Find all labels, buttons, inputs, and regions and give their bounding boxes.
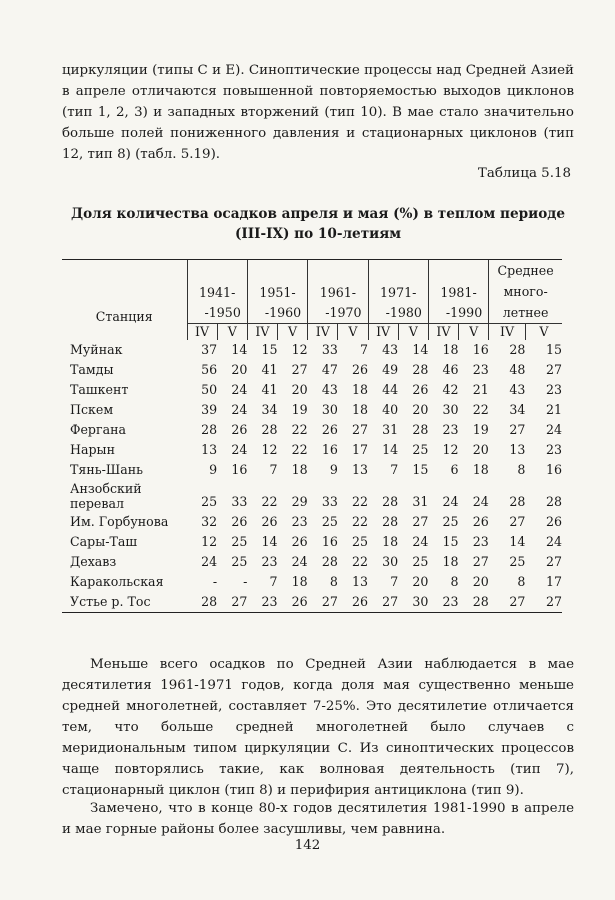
table-cell: -	[212, 574, 218, 589]
station-name: Тамды	[70, 362, 114, 377]
period-start: 1961-	[319, 285, 357, 300]
period-header	[247, 260, 307, 324]
table-cell: 28	[382, 494, 399, 509]
table-cell: 42	[442, 382, 459, 397]
table-cell: 28	[187, 592, 217, 613]
station-name: Устье р. Тос	[62, 592, 187, 613]
table-cell: 18	[442, 554, 459, 569]
table-cell: 28	[509, 494, 526, 509]
table-cell: 26	[472, 514, 489, 529]
table-cell: 28	[321, 554, 338, 569]
table-cell: 27	[545, 362, 562, 377]
body-paragraph: Замечено, что в конце 80-х годов десятилетия 1981-1990 в апреле и мае горные районы более засушливы, чем равнина.	[62, 801, 574, 837]
station-name: Им. Горбунова	[70, 514, 169, 529]
table-cell: 27	[489, 592, 526, 613]
table-cell: 24	[545, 422, 562, 437]
table-cell: 24	[231, 402, 248, 417]
table-cell: 14	[261, 534, 278, 549]
table-body	[62, 340, 562, 613]
month-v: V	[525, 324, 562, 341]
month-iv: IV	[187, 324, 217, 341]
table-cell: 24	[545, 534, 562, 549]
station-name: Пскем	[70, 402, 114, 417]
table-cell: 26	[261, 514, 278, 529]
station-name-line: перевал	[70, 496, 124, 511]
table-cell: 26	[412, 382, 429, 397]
table-cell: 7	[390, 574, 399, 589]
table-row	[62, 460, 562, 480]
table-cell: 20	[412, 402, 429, 417]
table-cell: 43	[321, 382, 338, 397]
period-start: 1941-	[199, 285, 236, 300]
table-cell: 12	[201, 534, 218, 549]
table-cell: 26	[321, 422, 338, 437]
table-cell: 17	[545, 574, 562, 589]
table-cell: 26	[291, 534, 308, 549]
page-number: 142	[294, 838, 321, 853]
table-cell: 25	[231, 534, 248, 549]
table-cell: 25	[442, 514, 459, 529]
table-cell: 18	[291, 574, 308, 589]
table-cell: 24	[412, 534, 429, 549]
table-cell: 48	[509, 362, 526, 377]
period-start: 1951-	[259, 285, 296, 300]
period-end: -1970	[325, 305, 362, 320]
month-header-row	[62, 324, 562, 341]
table-cell: 16	[231, 462, 248, 477]
period-start: 1981-	[440, 285, 477, 300]
table-cell: 17	[352, 442, 369, 457]
table-row	[62, 552, 562, 572]
table-cell: 9	[329, 462, 338, 477]
table-cell: 25	[231, 554, 248, 569]
table-cell: 7	[360, 342, 369, 357]
table-cell: 13	[509, 442, 526, 457]
table-row	[62, 480, 562, 512]
table-cell: 25	[412, 554, 429, 569]
table-cell: 21	[472, 382, 489, 397]
table-cell: 23	[472, 534, 489, 549]
month-v: V	[278, 324, 308, 341]
table-cell: 34	[261, 402, 278, 417]
table-cell: 43	[509, 382, 526, 397]
table-cell: 26	[338, 592, 368, 613]
table-cell: 18	[291, 462, 308, 477]
body-paragraph: Меньше всего осадков по Средней Азии наблюдается в мае десятилетия 1961-1971 годов, когда доля мая существенно меньше средней многолетней, составляет 7-25%. Это десятилетие отличается тем, что больше средней многолетней было случаев с меридиональным типом циркуляции С. Из синоптических процессов чаще повторялись такие, как волновая деятельность (тип 7), стационарный циклон (тип 8) и перифирия антициклона (тип 9).	[62, 657, 574, 798]
table-cell: 25	[352, 534, 369, 549]
table-row	[62, 440, 562, 460]
table-cell: 22	[352, 494, 369, 509]
table-cell: 31	[382, 422, 399, 437]
table-cell: 28	[201, 422, 218, 437]
station-name-line: Анзобский	[70, 481, 142, 496]
table-row	[62, 380, 562, 400]
table-cell: 33	[321, 494, 338, 509]
table-cell: 32	[201, 514, 218, 529]
table-cell: 8	[450, 574, 459, 589]
table-cell: 18	[352, 382, 369, 397]
table-cell: 15	[261, 342, 278, 357]
table-cell: 22	[261, 494, 278, 509]
table-cell: 23	[545, 442, 562, 457]
month-iv: IV	[489, 324, 526, 341]
table-cell: 25	[201, 494, 218, 509]
table-cell: 24	[472, 494, 489, 509]
month-iv: IV	[428, 324, 458, 341]
table-cell: 14	[412, 342, 429, 357]
table-row	[62, 420, 562, 440]
table-cell: 22	[472, 402, 489, 417]
table-cell: 40	[382, 402, 399, 417]
table-cell: 13	[201, 442, 218, 457]
table-cell: 24	[201, 554, 218, 569]
table-cell: 44	[382, 382, 399, 397]
table-cell: 28	[382, 514, 399, 529]
month-v: V	[338, 324, 368, 341]
table-cell: 14	[509, 534, 526, 549]
table-cell: 12	[261, 442, 278, 457]
table-cell: 27	[291, 362, 308, 377]
month-iv: IV	[308, 324, 338, 341]
period-header	[428, 260, 488, 324]
station-name: Сары-Таш	[70, 534, 138, 549]
table-cell: 26	[278, 592, 308, 613]
table-cell: 16	[321, 534, 338, 549]
table-cell: 23	[428, 592, 458, 613]
month-v: V	[217, 324, 247, 341]
table-cell: 37	[201, 342, 218, 357]
table-cell: 8	[517, 574, 526, 589]
period-header	[187, 260, 247, 324]
table-cell: 47	[321, 362, 338, 377]
table-cell: -	[243, 574, 248, 589]
table-cell: 27	[509, 514, 526, 529]
table-cell: 24	[291, 554, 308, 569]
table-row	[62, 572, 562, 592]
table-cell: 12	[442, 442, 459, 457]
mean-header-line: Среднее	[497, 263, 554, 278]
table-cell: 27	[217, 592, 247, 613]
table-row	[62, 360, 562, 380]
table-cell: 21	[545, 402, 562, 417]
table-cell: 27	[368, 592, 398, 613]
station-name: Дехавз	[70, 554, 117, 569]
month-v: V	[398, 324, 428, 341]
table-cell: 28	[509, 342, 526, 357]
table-cell: 9	[209, 462, 218, 477]
table-cell: 23	[291, 514, 308, 529]
table-cell: 41	[261, 382, 278, 397]
station-header-spacer	[62, 324, 187, 341]
table-cell: 33	[231, 494, 248, 509]
table-cell: 27	[545, 554, 562, 569]
table-cell: 13	[352, 574, 369, 589]
table-cell: 25	[509, 554, 526, 569]
station-name: Муйнак	[70, 342, 123, 357]
table-cell: 28	[261, 422, 278, 437]
table-cell: 18	[352, 402, 369, 417]
table-cell: 14	[382, 442, 399, 457]
month-iv: IV	[368, 324, 398, 341]
table-cell: 30	[382, 554, 399, 569]
table-cell: 23	[472, 362, 489, 377]
table-row	[62, 532, 562, 552]
station-name: Фергана	[70, 422, 126, 437]
period-end: -1950	[204, 305, 241, 320]
table-cell: 27	[525, 592, 562, 613]
table-cell: 7	[390, 462, 399, 477]
station-name	[62, 480, 187, 512]
table-cell: 22	[291, 422, 308, 437]
table-cell: 26	[352, 362, 369, 377]
table-cell: 26	[545, 514, 562, 529]
table-cell: 15	[412, 462, 429, 477]
table-row	[62, 340, 562, 360]
table-cell: 33	[321, 342, 338, 357]
table-cell: 26	[231, 422, 248, 437]
table-row	[62, 512, 562, 532]
table-cell: 50	[201, 382, 218, 397]
mean-header	[489, 260, 562, 324]
table-cell: 30	[442, 402, 459, 417]
table-cell: 22	[352, 554, 369, 569]
table-cell: 15	[442, 534, 459, 549]
station-name: Нарын	[70, 442, 115, 457]
table-cell: 56	[201, 362, 218, 377]
table-cell: 49	[382, 362, 399, 377]
table-cell: 27	[509, 422, 526, 437]
table-cell: 30	[321, 402, 338, 417]
table-cell: 27	[308, 592, 338, 613]
period-header	[308, 260, 368, 324]
period-start: 1971-	[380, 285, 417, 300]
table-cell: 13	[352, 462, 369, 477]
table-cell: 8	[329, 574, 338, 589]
table-cell: 23	[545, 382, 562, 397]
table-cell: 8	[517, 462, 526, 477]
table-cell: 25	[412, 442, 429, 457]
table-cell: 24	[231, 442, 248, 457]
table-cell: 20	[472, 442, 489, 457]
table-cell: 39	[201, 402, 218, 417]
table-cell: 7	[269, 462, 278, 477]
table-cell: 29	[291, 494, 308, 509]
table-cell: 27	[472, 554, 489, 569]
precipitation-table	[62, 259, 562, 613]
table-title: Доля количества осадков апреля и мая (%) в теплом периоде (III-IX) по 10-летиям	[71, 206, 565, 242]
month-v: V	[459, 324, 489, 341]
table-cell: 7	[269, 574, 278, 589]
table-cell: 24	[231, 382, 248, 397]
table-header-row	[62, 260, 562, 324]
table-cell: 22	[291, 442, 308, 457]
table-cell: 16	[321, 442, 338, 457]
period-end: -1980	[385, 305, 422, 320]
table-cell: 19	[472, 422, 489, 437]
table-cell: 20	[291, 382, 308, 397]
table-cell: 26	[231, 514, 248, 529]
table-cell: 25	[321, 514, 338, 529]
table-row	[62, 400, 562, 420]
period-end: -1990	[445, 305, 483, 320]
table-cell: 18	[442, 342, 459, 357]
table-cell: 27	[352, 422, 369, 437]
station-name: Тянь-Шань	[70, 462, 143, 477]
table-cell: 28	[412, 362, 429, 377]
table-cell: 16	[545, 462, 562, 477]
table-cell: 20	[412, 574, 429, 589]
period-header	[368, 260, 428, 324]
table-cell: 19	[291, 402, 308, 417]
period-end: -1960	[264, 305, 302, 320]
mean-header-line: много-	[503, 284, 548, 299]
table-cell: 24	[442, 494, 459, 509]
table-cell: 28	[459, 592, 489, 613]
table-cell: 18	[382, 534, 399, 549]
table-cell: 27	[412, 514, 429, 529]
table-cell: 20	[472, 574, 489, 589]
table-cell: 28	[412, 422, 429, 437]
table-cell: 18	[472, 462, 489, 477]
intro-paragraph: циркуляции (типы С и Е). Синоптические процессы над Средней Азией в апреле отличаются повышенной повторяемостью выходов циклонов (тип 1, 2, 3) и западных вторжений (тип 10). В мае стало значительно больше полей пониженного давления и стационарных циклонов (тип 12, тип 8) (табл. 5.19).	[62, 63, 574, 162]
table-cell: 28	[545, 494, 562, 509]
table-cell: 20	[231, 362, 248, 377]
table-cell: 16	[472, 342, 489, 357]
table-cell: 30	[398, 592, 428, 613]
table-cell: 46	[442, 362, 459, 377]
table-cell: 15	[545, 342, 562, 357]
table-cell: 34	[509, 402, 526, 417]
table-cell: 14	[231, 342, 248, 357]
table-cell: 23	[442, 422, 459, 437]
table-cell: 22	[352, 514, 369, 529]
table-cell: 6	[450, 462, 459, 477]
table-row	[62, 592, 562, 613]
table-cell: 12	[291, 342, 308, 357]
table-cell: 31	[412, 494, 429, 509]
station-name: Каракольская	[70, 574, 164, 589]
station-header: Станция	[62, 260, 187, 324]
mean-header-line: летнее	[502, 305, 549, 320]
month-iv: IV	[247, 324, 277, 341]
table-cell: 41	[261, 362, 278, 377]
station-name: Ташкент	[70, 382, 129, 397]
table-cell: 23	[261, 554, 278, 569]
table-cell: 23	[247, 592, 277, 613]
table-number: Таблица 5.18	[477, 166, 571, 181]
table-cell: 43	[382, 342, 399, 357]
